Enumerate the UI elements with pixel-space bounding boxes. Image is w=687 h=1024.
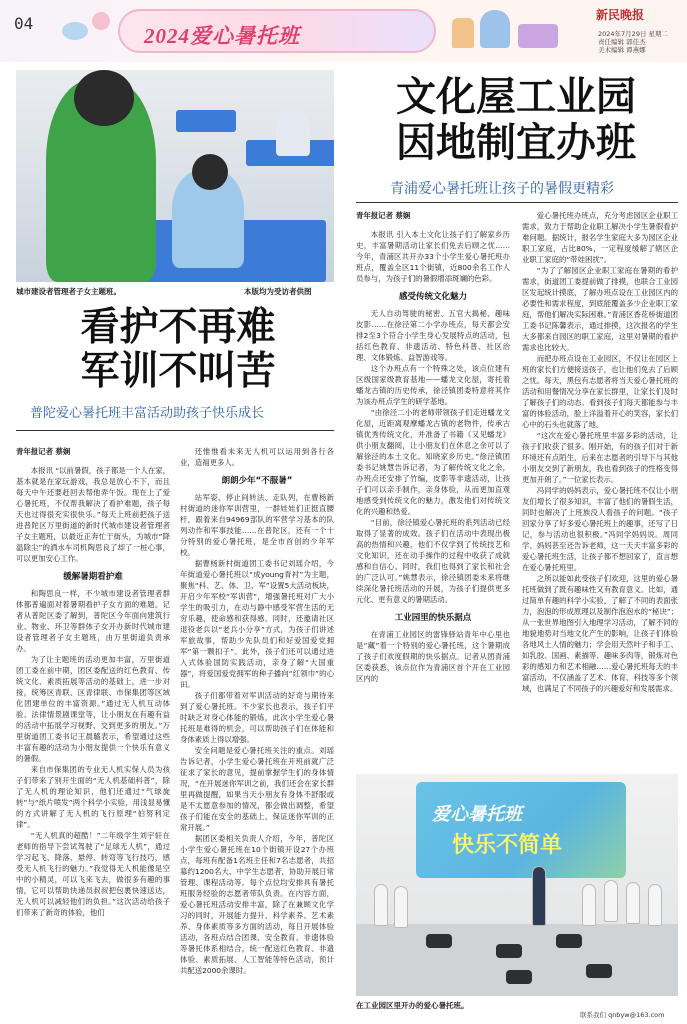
child-figure [604,880,618,922]
section-heading: 缓解暑期看护难 [63,572,123,582]
paragraph: 无人自动驾驶的秘密、五官大揭秘、趣味皮影……在徐泾第二小学办班点，每天都会安排2至3个符合小学生身心发展特点的活动，包括红色教育、非遗活动、特色科普、社区治理、文体锻炼、益智游戏等。 [356,309,510,362]
paragraph: “由徐泾二小的老师带领孩子们走进蟠龙文化屋，近距离观摩蟠龙古镇的老物件，传承古镇优秀传统文化，并准备了书籍《又见蟠龙》供小朋友翻阅，让小朋友们在休息之余可以了解徐泾的本土文化。知晓家乡历史。”徐泾镇团委书记姚慧告诉记者，为了解传统文化之余，办班点还安排了竹编，皮影等非遗活动，让孩子们可以亲手制作，亲身体验，从而更加直观地感受到传统文化的魅力，激发他们对传统文化的兴趣和热爱。 [356,408,510,516]
paragraph: “目前，徐泾镇爱心暑托班的系列活动已经取得了显著的成效。孩子们在活动中表现出极高的热情和兴趣，他们不仅学到了传统技艺和文化知识，还在动手操作的过程中收获了成就感和自信心。同时，我们也得到了家长和社会的广泛认可。”姚慧表示，徐泾镇团委未来将继续深化暑托班活动的开展，为孩子们提供更多元化、更有意义的暑期活动。 [356,518,510,604]
robot-car [556,934,582,948]
art-editor: 美术编辑 谭燕娜 [598,46,646,54]
left-article-column-2 [180,446,334,1000]
paragraph: “无人机真的超酷！”二年级学生刘宇轩在老师的指导下尝试驾驶了“足球无人机”，通过学习起飞、降落、悬停、转弯等飞行技巧，感受无人机飞行的魅力。”我觉得无人机能像是空中的小精灵，可以飞来飞去，做很多有趣的事情，它可以帮助快递员叔叔把包裹快速送达，无人机可以减轻他们的负担。”这次活动给孩子们带来了新奇的体验，他们 [16,831,170,917]
paragraph: 冯同学的妈妈表示，爱心暑托班不仅让小朋友们增长了很多知识，丰富了他们的暑假生活，同时也解决了上班族没人看孩子的问题。“孩子回家分享了好多爱心暑托班上的趣事，还写了日记，参与活动也很积极。”冯同学妈妈说。周同学、妈妈甚至还告诉老师，这一天天丰富多彩的爱心暑托班生活，让孩子都不想回家了，直言想在爱心暑托班里。 [522,486,678,572]
right-headline-line-1: 文化屋工业园 [396,74,636,119]
paragraph: 为了让主题班的活动更加丰富，万里街道团工委在前中期，团区委配送的红色教育、传统文化、素质拓展等活动的基础上，进一步对接，统筹区青联、区青律联、市保集团等区域化团建单位的丰富资源。”通过无人机互动体验、法律情景剧课堂等，让小朋友在有趣有益的活动中拓展学习视野、交到更多的朋友。”万里街道团工委书记王晨璐表示，希望通过这些丰富有趣的活动为小朋友提供一个快乐有意义的暑假。 [16,655,170,763]
child-figure [582,884,596,926]
paragraph: “这次在爱心暑托班里丰富多彩的活动，让孩子们收获了很多。刚开始，有的孩子们对于新环境还有点陌生，后来在志愿者的引导下与其他小朋友交到了新朋友，我也看到孩子的性格变得更加开朗了。”一位家长表示。 [522,431,678,484]
photo-caption: 在工业园区里开办的爱心暑托班。 [356,1001,469,1010]
books-decoration [518,24,558,48]
paragraph: 而把办班点设在工业园区，不仅让在园区上班的家长们方便接送孩子，也让他们免去了后顾之忧。每天，黑包有志愿者将当天爱心暑托班的活动和用餐情况分享在家长群里，让家长们及时了解孩子们的动态。看到孩子们每天都能参与丰富的体验活动，脸上洋溢着开心的笑容，家长们心中的石头也就落了地。 [522,354,678,429]
section-heading: 工业园里的快乐据点 [394,613,472,623]
photo-credit: 本版均为受访者供图 [244,287,312,296]
paragraph: 孩子们都带着对军训活动的好奇与期待来到了爱心暑托班。不少家长也表示，孩子们平时缺乏对身心体能的锻炼，此次小学生爱心暑托班是难得的机会，可以帮助孩子们在体能和身体素质上得以增强。 [180,691,334,744]
right-headline [366,74,666,166]
industrial-park-photo [356,774,678,996]
byline: 青年报记者 蔡娴 [356,211,411,220]
paragraph: 安全问题是爱心暑托班关注的重点。刘瑶告诉记者，小学生爱心暑托班在开班前就广泛征求了家长的意见，提前掌握学生们的身体情况，“在开展迷你军训之前，我们还会在家长群里再做提醒，如果当天小朋友有身体不舒服或是不太愿意参加的情况，都会做出调整，希望孩子们能在安全的基础上，保证迷你军训的正常开展。” [180,746,334,832]
robot-car [506,970,532,984]
left-article-column-1 [16,446,170,1000]
paragraph: 之所以能如此受孩子们欢迎，这里的爱心暑托班做到了既有趣味性又有教育意义。比如，通过简单有趣的科学小实验，了解了不同的表面张力，泡泡的形成原理以及制作泡泡水的“秘诀”；从一张世界地图引入地理学习活动，了解不同的地貌地势对当地文化产生的影响，让孩子们体验各地风土人情的魅力；学会用天然叶子和手工、如乳胶、国画、素描等、趣味多肉等，锻炼对色彩的感知力和艺术相融……爱心暑托班每天的丰富活动，不仅涵盖了艺术、体育、科技等多个领域，也满足了不同孩子的兴趣爱好和发展需求。 [522,574,678,693]
robot-car [496,944,522,958]
paragraph: “为了了解园区企业职工家庭在暑期的看护需求，街道团工委提前做了排摸，也联合工业园区发起统计摸底，了解办班点设在工业园区内的必要性和需求程度，到底能覆盖多少企业职工家庭，帮他们解决实际困难。”青浦区香花桥街道团工委书记陈馨表示，通过排摸，这次报名的学生大多都来自园区的职工家庭，这里对暑期的看护需求也比较大。 [522,266,678,352]
paragraph: 来自市保集团的专业无人机实保人员为孩子们带来了别开生面的“无人机基础科普”，除了无人机的理论知识，他们还通过“气球旋转”与“纸片喷发”两个科学小实验，用浅显易懂的方式讲解了无人机的飞行原理“伯努利定律”。 [16,765,170,829]
paragraph: 站军姿、停止间转法、走队列，在曹杨新村街道的迷你军训营里，一群娃娃们正挺直腰杆，跟着来自94969部队的军营学习基本的队列动作和军事技能……在普陀区，还有一个十分特别的爱心暑托班，是全市首创的少年军校。 [180,493,334,557]
classroom-photo [16,70,334,282]
backpack-decoration [452,18,474,48]
child-illustration [480,10,510,48]
issue-date: 2024年7月29日 星期二 [598,30,669,38]
desk [176,110,236,132]
section-heading: 感受传统文化魅力 [398,292,467,302]
newspaper-logo: 新民晚报 [596,8,645,22]
paragraph: 本报讯 引入本土文化让孩子们了解家乡历史，丰富暑期活动让家长们免去后顾之忧……今年，青浦区共开办33个小学生爱心暑托班办班点，覆盖全区11个街镇，近800余名工作人员参与，为孩子们的暑假增添斑斓的色彩。 [356,230,510,283]
adult-figure [532,866,546,926]
child-figure [374,884,388,926]
volunteer-head [74,70,134,126]
section-banner-title: 2024爱心暑托班 [144,24,300,48]
left-headline-line-2: 军训不叫苦 [80,350,276,393]
left-headline-line-1: 看护不再难 [80,306,276,349]
backdrop-slogan: 快乐不简单 [452,832,563,857]
section-heading: 朗朗少年“不服暑” [221,476,293,486]
backdrop-text: 爱心暑托班 [432,804,522,824]
left-headline [28,306,328,394]
balloon-decoration [92,12,110,30]
paragraph: 还惟惟看未来无人机可以运用到各行各业，造福更多人。 [180,447,334,467]
issue-meta [598,30,668,54]
child-head [192,154,228,190]
paragraph: 在青浦工业园区的雷锋驿站青年中心里也是“藏”着一个特别的爱心暑托班，这个暑期成了孩子们欢度假期的快乐据点。记者从团青浦区委获悉，该点位作为青浦区首个开在工业园区内的 [356,630,510,683]
paragraph: 和陶思良一样，不少城市建设者管理者群体都普遍面对着暑期看护子女方面的难题。记者从普陀区委了解到，普陀区今年面向建筑行业、物业、环卫等群体子女开办新时代城市建设者管理者子女主题班，由万里街道负责承办。 [16,589,170,653]
divider [356,202,678,203]
responsible-editor: 责任编辑 郭佳杰 [598,38,646,46]
robot-car [586,964,612,978]
byline: 青年报记者 蔡娴 [16,447,71,456]
section-banner [118,9,436,53]
paragraph: 爱心暑托班办班点，充分考虑园区企业职工需求，致力于帮助企业职工解决小学生暑假看护难问题。据统计，报名学生家庭大多为园区企业职工家庭，占比80%，一定程度缓解了辖区企业职工家庭的“带娃困扰”。 [522,211,678,264]
paragraph: 本报讯 “以前暑假，孩子都是一个人在家，基本就是在家玩游戏，我总是放心不下，而且每天中午还要赶回去帮他弄午饭。现在上了爱心暑托班，不仅帮我解决了看护难题，孩子每天也过得很充实很快乐。”每天上班前把孩子送进普陀区万里街道的新时代城市建设者管理者子女主题班，以最近正奔忙于街头，为城市“降温除尘”的洒水车司机陶思良了却了一桩心事，可以更加安心工作。 [16,466,170,563]
child-figure [648,884,662,926]
floor [356,924,678,996]
child-figure [626,882,640,924]
child-figure [276,110,310,156]
paragraph: 据团区委相关负责人介绍，今年，普陀区小学生爱心暑托班在10个街镇开设27个办班点，每班有配备1名班主任和7名志愿者，共招募约1200名大、中学生志愿者，协助开展日常管理、课程活动等。每个点位均安排具有暑托班服务经验的志愿者带队负责。在内容方面，爱心暑托班活动安排丰富，除了在兼顾文化学习的同时，开展能力提升、科学素养、艺术素养、身体素质等多方面的活动，每日开展体验活动，各班点结合团课、安全教育、非遗体验等暑托体系相结合，统一配送红色教育、非遗体验、素质拓展、人工智能等特色活动，预计共配送2000余课时。 [180,834,334,975]
robot-car [426,934,452,948]
masthead [0,0,687,62]
photo-caption: 城市建设者管理者子女主题班。 [16,287,121,296]
right-article-column-2 [522,210,678,766]
divider [16,430,334,431]
footer-contact: 联系我们 qnbyw@163.com [580,1011,665,1019]
paragraph: 这个办班点有一个特殊之处，该点位建有区级国家级教育基地——蟠龙文化屋，寄托着蟠龙古镇的历史传承，徐泾镇团委特意将其作为该办班点学生的研学基地。 [356,364,510,406]
left-subheadline: 普陀爱心暑托班丰富活动助孩子快乐成长 [30,406,265,421]
right-subheadline: 青浦爱心暑托班让孩子的暑假更精彩 [390,181,614,197]
paragraph: 据曹杨新村街道团工委书记刘瑶介绍，今年街道爱心暑托班以“成young青衬”为主题，聚焦“科、艺、体、卫、军”设置5大活动板块，开启少年军校“军训营”，增强暑托班对广大小学生的吸引力，在动与静中感受军营生活的无穷乐趣，使命感和获得感。同时，还邀请社区退役老兵以“老兵小分享”方式，为孩子们讲述军旅故事，帮助少先队员们和好爱国爱党拥军“第一颗扣子”。此外，孩子们还可以通过进入式体验国防实践活动，亲身了解“大国重器”，将爱国爱党拥军的种子播向“红领巾”的心田。 [180,559,334,689]
right-headline-line-2: 因地制宜办班 [396,120,636,165]
child-figure [394,886,408,928]
page-number: 04 [14,14,34,33]
cloud-decoration [62,22,88,40]
